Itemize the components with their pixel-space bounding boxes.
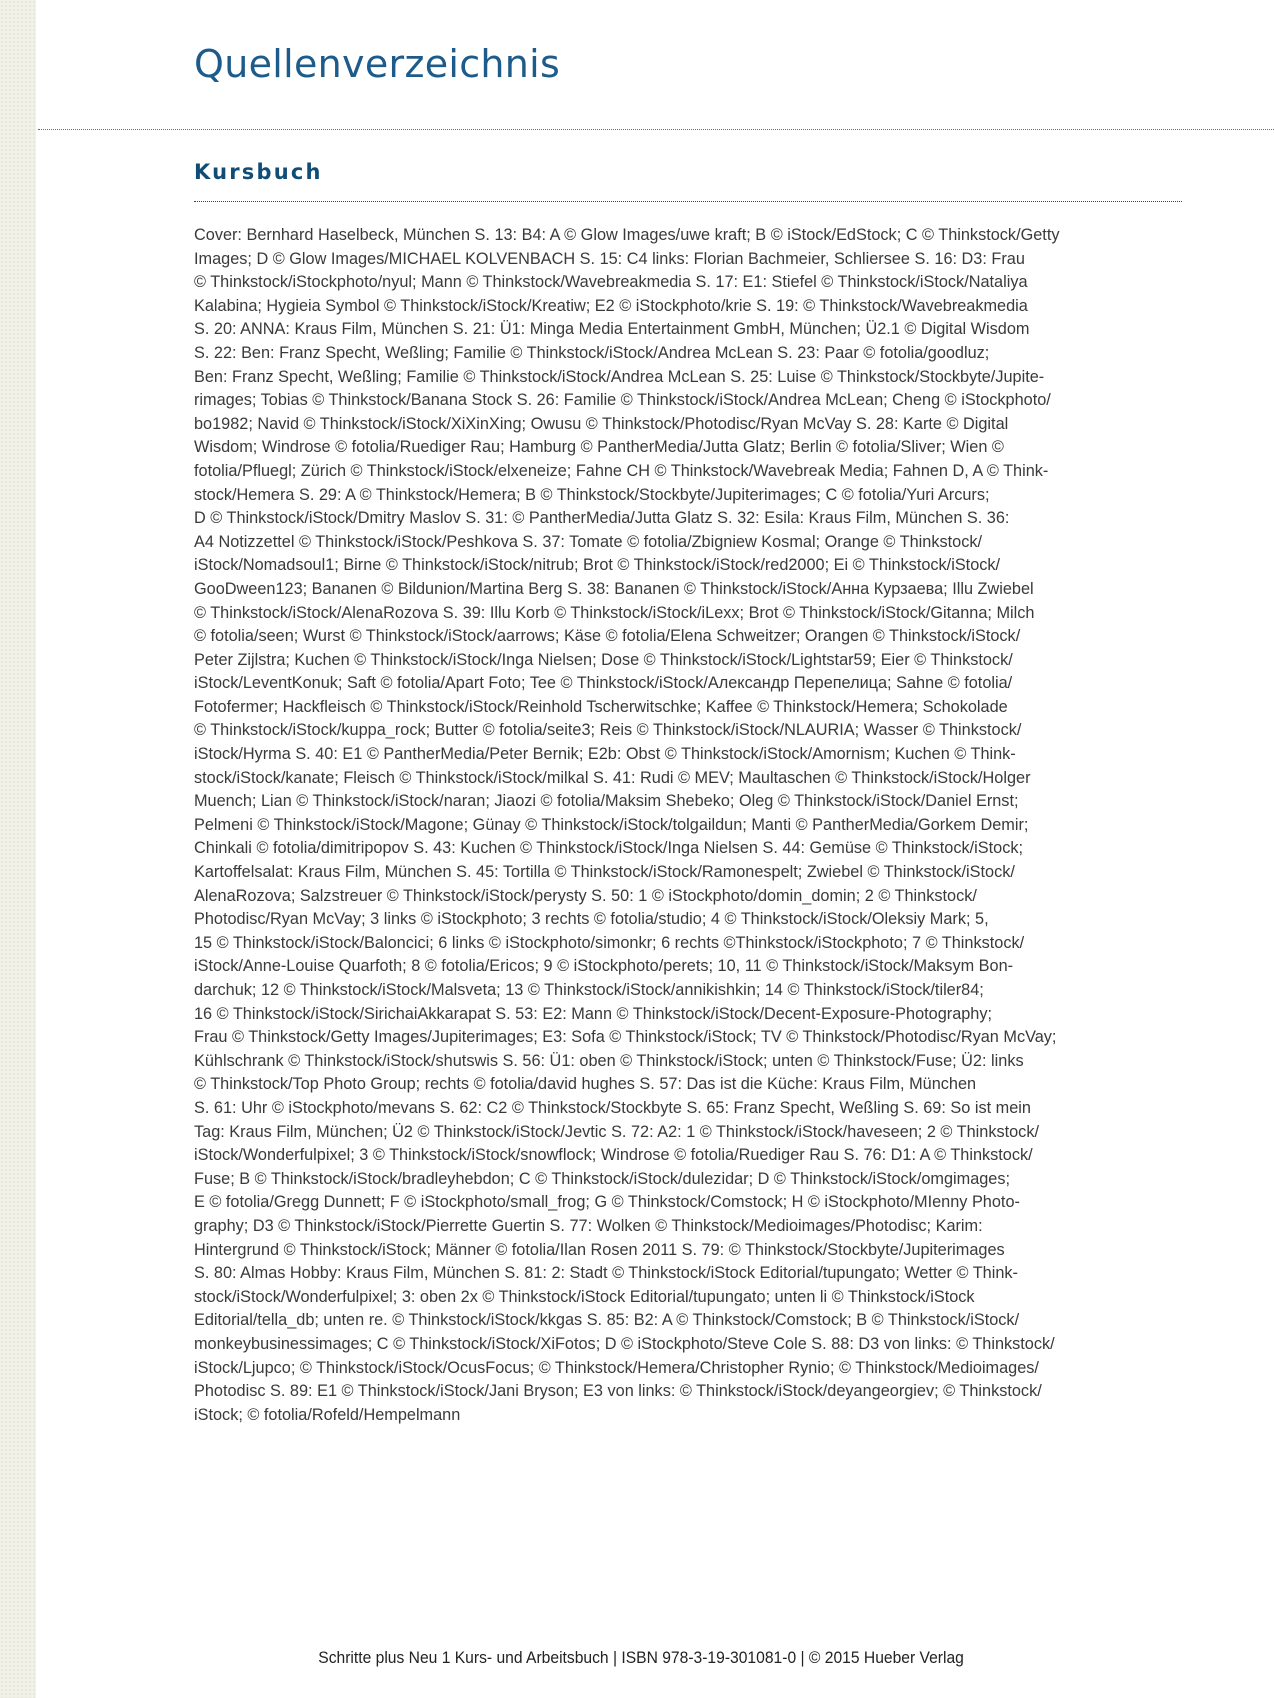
- section-heading: Kursbuch: [194, 160, 323, 184]
- page-footer: Schritte plus Neu 1 Kurs- und Arbeitsbuch | ISBN 978-3-19-301081-0 | © 2015 Hueber Verlag: [318, 1648, 964, 1667]
- page-margin-texture: [0, 0, 36, 1698]
- page-title: Quellenverzeichnis: [194, 42, 561, 86]
- section-divider: [194, 201, 1182, 202]
- image-credits-text: Cover: Bernhard Haselbeck, München S. 13: B4: A © Glow Images/uwe kraft; B © iStock/EdStock; C © Thinkstock/Getty Images; D © Glow Images/MICHAEL KOLVENBACH S. 15: C4 links: Florian Bachmeier, Schliersee S. 16: D3: Frau © Thinkstock/iStockphoto/nyul; Mann © Thinkstock/Wavebreakmedia S. 17: E1: Stiefel © Thinkstock/iStock/Nataliya Kalabina; Hygieia Symbol © Thinkstock/iStock/Kreatiw; E2 © iStockphoto/krie S. 19: © Thinkstock/Wavebreakmedia S. 20: ANNA: Kraus Film, München S. 21: Ü1: Minga Media Entertainment GmbH, München; Ü2.1 © Digital Wisdom S. 22: Ben: Franz Specht, Weßling; Familie © Thinkstock/iStock/Andrea McLean S. 23: Paar © fotolia/goodluz; Ben: Franz Specht, Weßling; Familie © Thinkstock/iStock/Andrea McLean S. 25: Luise © Thinkstock/Stockbyte/Jupite- rimages; Tobias © Thinkstock/Banana Stock S. 26: Familie © Thinkstock/iStock/Andrea McLean; Cheng © iStockphoto/ bo1982; Navid © Thinkstock/iStock/XiXinXing; Owusu © Thinkstock/Photodisc/Ryan McVay S. 28: Karte © Digital Wisdom; Windrose © fotolia/Ruediger Rau; Hamburg © PantherMedia/Jutta Glatz; Berlin © fotolia/Sliver; Wien © fotolia/Pfluegl; Zürich © Thinkstock/iStock/elxeneize; Fahne CH © Thinkstock/Wavebreak Media; Fahnen D, A © Think- stock/Hemera S. 29: A © Thinkstock/Hemera; B © Thinkstock/Stockbyte/Jupiterimages; C © fotolia/Yuri Arcurs; D © Thinkstock/iStock/Dmitry Maslov S. 31: © PantherMedia/Jutta Glatz S. 32: Esila: Kraus Film, München S. 36: A4 Notizzettel © Thinkstock/iStock/Peshkova S. 37: Tomate © fotolia/Zbigniew Kosmal; Orange © Thinkstock/ iStock/Nomadsoul1; Birne © Thinkstock/iStock/nitrub; Brot © Thinkstock/iStock/red2000; Ei © Thinkstock/iStock/ GooDween123; Bananen © Bildunion/Martina Berg S. 38: Bananen © Thinkstock/iStock/Анна Курзаева; Illu Zwiebel © Thinkstock/iStock/AlenaRozova S. 39: Illu Korb © Thinkstock/iStock/iLexx; Brot © Thinkstock/iStock/Gitanna; Milch © fotolia/seen; Wurst © Thinkstock/iStock/aarrows; Käse © fotolia/Elena Schweitzer; Orangen © Thinkstock/iStock/ Peter Zijlstra; Kuchen © Thinkstock/iStock/Inga Nielsen; Dose © Thinkstock/iStock/Lightstar59; Eier © Thinkstock/ iStock/LeventKonuk; Saft © fotolia/Apart Foto; Tee © Thinkstock/iStock/Александр Перепелица; Sahne © fotolia/ Fotofermer; Hackfleisch © Thinkstock/iStock/Reinhold Tscherwitschke; Kaffee © Thinkstock/Hemera; Schokolade © Thinkstock/iStock/kuppa_rock; Butter © fotolia/seite3; Reis © Thinkstock/iStock/NLAURIA; Wasser © Thinkstock/ iStock/Hyrma S. 40: E1 © PantherMedia/Peter Bernik; E2b: Obst © Thinkstock/iStock/Amornism; Kuchen © Think- stock/iStock/kanate; Fleisch © Thinkstock/iStock/milkal S. 41: Rudi © MEV; Maultaschen © Thinkstock/iStock/Holger Muench; Lian © Thinkstock/iStock/naran; Jiaozi © fotolia/Maksim Shebeko; Oleg © Thinkstock/iStock/Daniel Ernst; Pelmeni © Thinkstock/iStock/Magone; Günay © Thinkstock/iStock/tolgaildun; Manti © PantherMedia/Gorkem Demir; Chinkali © fotolia/dimitripopov S. 43: Kuchen © Thinkstock/iStock/Inga Nielsen S. 44: Gemüse © Thinkstock/iStock; Kartoffelsalat: Kraus Film, München S. 45: Tortilla © Thinkstock/iStock/Ramonespelt; Zwiebel © Thinkstock/iStock/ AlenaRozova; Salzstreuer © Thinkstock/iStock/perysty S. 50: 1 © iStockphoto/domin_domin; 2 © Thinkstock/ Photodisc/Ryan McVay; 3 links © iStockphoto; 3 rechts © fotolia/studio; 4 © Thinkstock/iStock/Oleksiy Mark; 5, 15 © Thinkstock/iStock/Baloncici; 6 links © iStockphoto/simonkr; 6 rechts ©Thinkstock/iStockphoto; 7 © Thinkstock/ iStock/Anne-Louise Quarfoth; 8 © fotolia/Ericos; 9 © iStockphoto/perets; 10, 11 © Thinkstock/iStock/Maksym Bon- darchuk; 12 © Thinkstock/iStock/Malsveta; 13 © Thinkstock/iStock/annikishkin; 14 © Thinkstock/iStock/tiler84; 16 © Thinkstock/iStock/SirichaiAkkarapat S. 53: E2: Mann © Thinkstock/iStock/Decent-Exposure-Photography; Frau © Thinkstock/Getty Images/Jupiterimages; E3: Sofa © Thinkstock/iStock; TV © Thinkstock/Photodisc/Ryan McVay; Kühlschrank © Thinkstock/iStock/shutswis S. 56: Ü1: oben © Thinkstock/iStock; unten © Thinkstock/Fuse; Ü2: links © Thinkstock/Top Photo Group; rechts © fotolia/david hughes S. 57: Das ist die Küche: Kraus Film, München S. 61: Uhr © iStockphoto/mevans S. 62: C2 © Thinkstock/Stockbyte S. 65: Franz Specht, Weßling S. 69: So ist mein Tag: Kraus Film, München; Ü2 © Thinkstock/iStock/Jevtic S. 72: A2: 1 © Thinkstock/iStock/haveseen; 2 © Thinkstock/ iStock/Wonderfulpixel; 3 © Thinkstock/iStock/snowflock; Windrose © fotolia/Ruediger Rau S. 76: D1: A © Thinkstock/ Fuse; B © Thinkstock/iStock/bradleyhebdon; C © Thinkstock/iStock/dulezidar; D © Thinkstock/iStock/omgimages; E © fotolia/Gregg Dunnett; F © iStockphoto/small_frog; G © Thinkstock/Comstock; H © iStockphoto/MIenny Photo- graphy; D3 © Thinkstock/iStock/Pierrette Guertin S. 77: Wolken © Thinkstock/Medioimages/Photodisc; Karim: Hintergrund © Thinkstock/iStock; Männer © fotolia/Ilan Rosen 2011 S. 79: © Thinkstock/Stockbyte/Jupiterimages S. 80: Almas Hobby: Kraus Film, München S. 81: 2: Stadt © Thinkstock/iStock Editorial/tupungato; Wetter © Think- stock/iStock/Wonderfulpixel; 3: oben 2x © Thinkstock/iStock Editorial/tupungato; unten li © Thinkstock/iStock Editorial/tella_db; unten re. © Thinkstock/iStock/kkgas S. 85: B2: A © Thinkstock/Comstock; B © Thinkstock/iStock/ monkeybusinessimages; C © Thinkstock/iStock/XiFotos; D © iStockphoto/Steve Cole S. 88: D3 von links: © Thinkstock/ iStock/Ljupco; © Thinkstock/iStock/OcusFocus; © Thinkstock/Hemera/Christopher Rynio; © Thinkstock/Medioimages/ Photodisc S. 89: E1 © Thinkstock/iStock/Jani Bryson; E3 von links: © Thinkstock/iStock/deyangeorgiev; © Thinkstock/ iStock; © fotolia/Rofeld/Hempelmann: [194, 226, 1060, 1424]
- title-divider: [38, 129, 1274, 130]
